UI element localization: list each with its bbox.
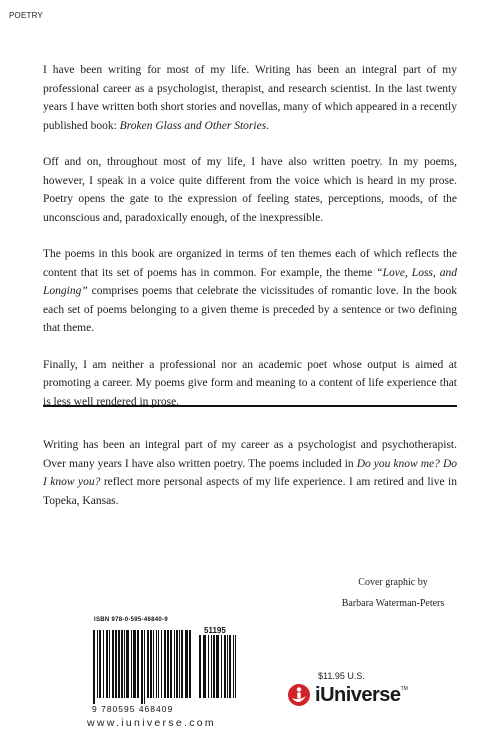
barcode-bar: [189, 630, 191, 698]
barcode-bar: [221, 635, 222, 698]
isbn-number: ISBN 978-0-595-46840-9: [94, 617, 168, 623]
book-title-broken-glass: Broken Glass and Other Stories: [119, 119, 267, 132]
barcode-bar: [103, 630, 104, 698]
price-code: 51195: [204, 626, 226, 635]
barcode-bar: [93, 630, 95, 704]
book-title: Do you know me? Do I know you?: [43, 457, 457, 488]
barcode-bar: [174, 630, 175, 698]
barcode-bar: [216, 635, 219, 698]
barcode-bar: [112, 630, 114, 698]
barcode-bar: [224, 635, 226, 698]
barcode-bar: [164, 630, 166, 698]
barcode-bar: [233, 635, 234, 698]
barcode-bar: [97, 630, 98, 698]
paragraph-1: I have been writing for most of my life. Writing has been an integral part of my professional career as a psychologist, therapist, and research scientist. In the last twenty years I have written both short stories and novellas, many of which appeared in a recently published book: Broken Glass and Other Stories.: [43, 64, 457, 132]
barcode-bar: [179, 630, 180, 698]
trademark-mark: TM: [400, 686, 408, 692]
cover-artist-name: Barbara Waterman-Peters: [341, 598, 445, 609]
paragraph-3: The poems in this book are organized in terms of ten themes each of which reflects the content that its set of poems has in common. For example, the theme “Love, Loss, and Longing” comprises poems that celebrate the vicissitudes of romantic love. In the book each set of poems belonging to a given theme is preceded by a sentence or two defining that theme.: [43, 248, 457, 334]
publisher-logo: [286, 683, 408, 707]
cover-credit: [320, 576, 466, 610]
barcode-bar: [124, 630, 125, 698]
publisher-logo-name: iUniverse: [315, 683, 401, 706]
barcode-bar: [203, 635, 206, 698]
cover-credit-label: Cover graphic by: [358, 577, 428, 588]
barcode-bar: [141, 630, 143, 704]
barcode-bar: [235, 635, 236, 698]
theme-title: “Love, Loss, and Longing”: [43, 266, 457, 297]
paragraph-4: Finally, I am neither a professional nor an academic poet whose output is aimed at promoting a career. My poems give form and meaning to a content of life experience that is less well rendered in prose.: [43, 358, 457, 408]
barcode-bar: [131, 630, 132, 698]
barcode-bar: [133, 630, 136, 698]
barcode-bar: [208, 635, 209, 698]
barcode-bar: [213, 635, 215, 698]
barcode-bar: [115, 630, 117, 698]
back-cover-description: [43, 61, 457, 411]
barcode-bar: [144, 630, 145, 704]
price-label: $11.95 U.S.: [318, 671, 365, 681]
barcode-bar: [121, 630, 123, 698]
barcode-bar: [176, 630, 178, 698]
barcode-bar: [161, 630, 162, 698]
barcode-bar: [211, 635, 212, 698]
barcode-bar: [167, 630, 169, 698]
paragraph-2: Off and on, throughout most of my life, I have also written poetry. In my poems, however, I speak in a voice quite different from the voice which is heard in my prose. Poetry opens the gate to the expression of feeling states, perceptions, moods, of the unconscious and, paradoxically enough, of the inexpressible.: [43, 156, 457, 224]
barcode-bar: [147, 630, 149, 698]
isbn-barcode: [92, 615, 242, 731]
barcode-bar: [106, 630, 108, 698]
barcode-bar: [181, 630, 183, 698]
barcode-bar: [170, 630, 172, 698]
barcode-addon-bars-icon: [198, 635, 238, 704]
barcode-bar: [118, 630, 120, 698]
barcode-digits: 9 780595 468409: [92, 704, 174, 714]
bio-paragraph: Writing has been an integral part of my career as a psychologist and psychotherapist. Over many years I have also written poetry. The poems included in Do you know me? Do I know you? reflect more personal aspects of my life experience. I am retired and live in Topeka, Kansas.: [43, 439, 457, 507]
author-bio: [43, 436, 457, 510]
barcode-bar: [156, 630, 157, 698]
barcode-bar: [153, 630, 154, 698]
barcode-bar: [185, 630, 188, 698]
barcode-bar: [229, 635, 231, 698]
iuniverse-swirl-icon: [286, 682, 312, 708]
barcode-bar: [137, 630, 139, 698]
barcode-bar: [227, 635, 228, 698]
barcode-bar: [150, 630, 152, 698]
barcode-bar: [199, 635, 201, 698]
barcode-bars-icon: [92, 630, 194, 704]
barcode-bar: [158, 630, 159, 698]
barcode-bar: [99, 630, 101, 698]
section-divider: [43, 405, 457, 407]
barcode-bar: [126, 630, 129, 698]
barcode-bar: [109, 630, 110, 698]
category-label: POETRY: [9, 11, 43, 20]
publisher-url: www.iuniverse.com: [87, 717, 216, 729]
